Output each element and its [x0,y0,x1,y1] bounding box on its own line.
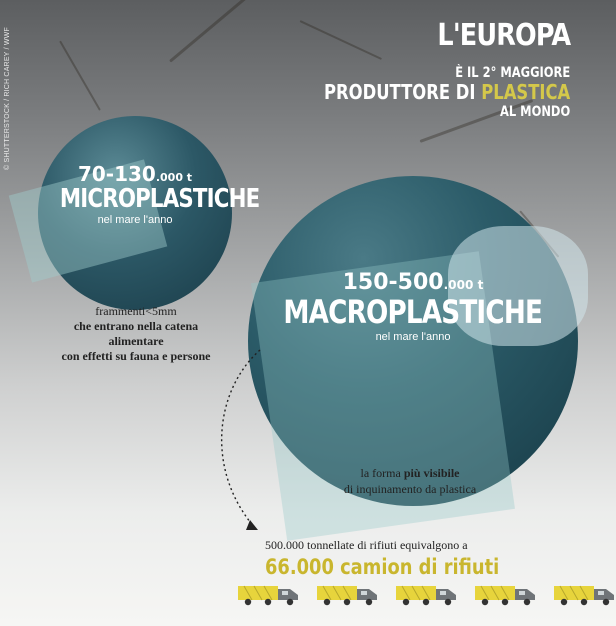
headline-highlight: PLASTICA [481,80,570,105]
garbage-truck-icon [554,582,616,606]
macro-desc-line2: di inquinamento da plastica [343,481,477,496]
garbage-truck-icon [317,582,379,606]
micro-desc-line: alimentare [108,334,164,348]
garbage-truck-icon [238,582,300,606]
macroplastics-number: 150-500 [342,270,444,295]
headline-line2-text: PRODUTTORE DI [323,80,482,105]
truck-row [238,582,616,606]
macroplastics-sub: nel mare l'anno [375,331,451,343]
microplastics-label: MICROPLASTICHE [59,184,260,214]
garbage-truck-icon [396,582,458,606]
photo-credit: © SHUTTERSTOCK / RICH CAREY / WWF [4,27,11,170]
headline-line3: AL MONDO [499,104,570,121]
headline-line1: È IL 2° MAGGIORE [454,65,570,81]
micro-desc-line: che entrano nella catena [73,319,199,333]
microplastics-unit: .000 t [155,171,193,184]
microplastics-sub: nel mare l'anno [97,214,173,226]
truck-equivalence-text: 500.000 tonnellate di rifiuti equivalgono a [265,538,468,552]
garbage-truck-icon [475,582,537,606]
micro-desc-line: con effetti su fauna e persone [61,349,211,363]
macro-desc-text: la forma [360,466,404,480]
truck-equivalence [265,538,541,579]
headline-title: L'EUROPA [437,18,570,53]
macroplastics-label: MACROPLASTICHE [283,293,543,331]
microplastics-number: 70-130 [77,162,156,186]
macro-desc-bold: più visibile [403,466,460,480]
micro-desc-line: frammenti<5mm [95,304,177,318]
macroplastics-unit: .000 t [443,278,484,292]
truck-equivalence-headline: 66.000 camion di rifiuti [265,555,500,579]
